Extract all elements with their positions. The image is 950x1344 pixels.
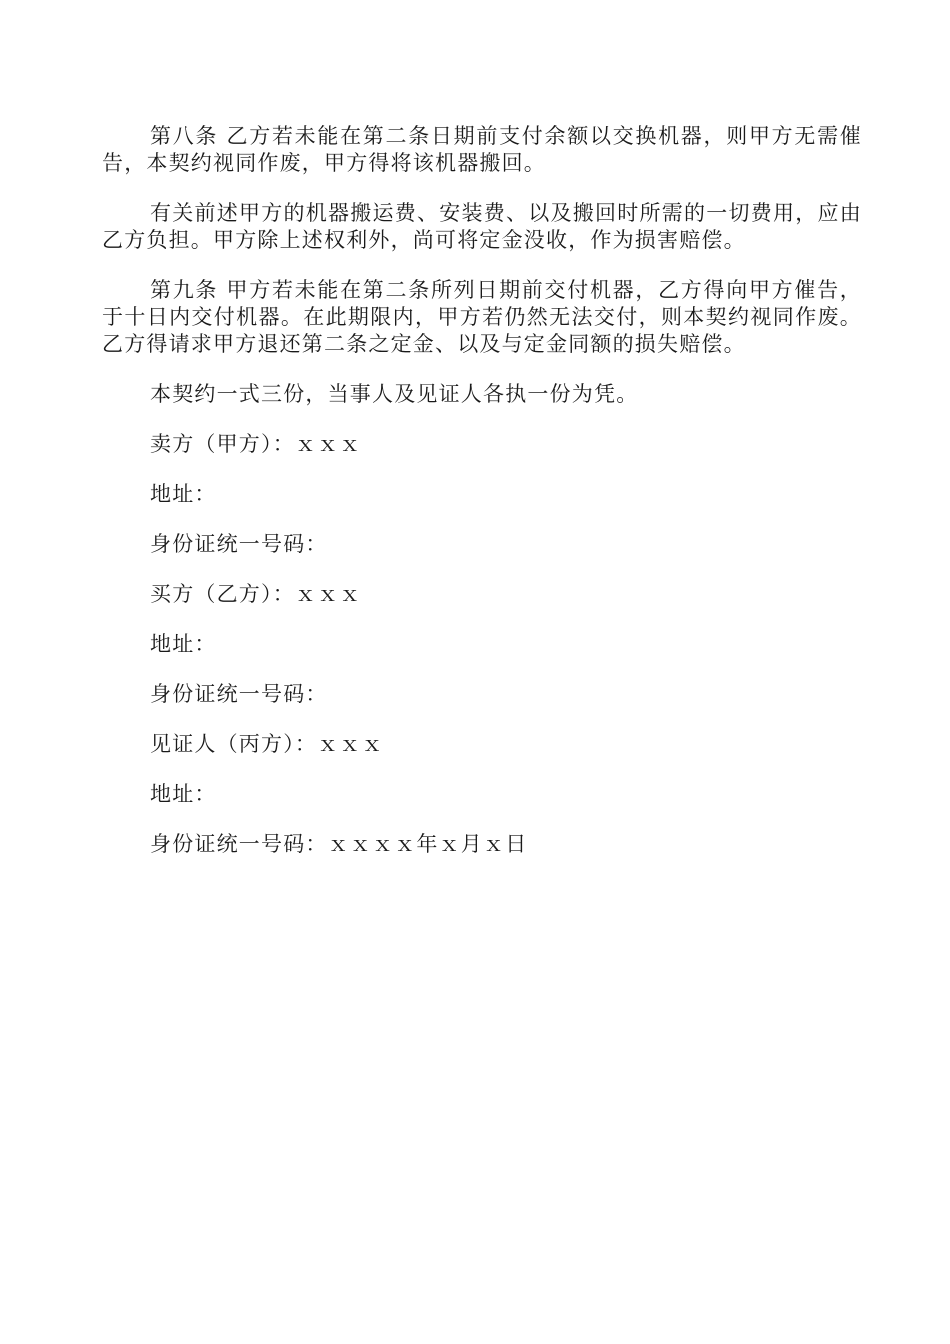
seller-id-number: 身份证统一号码： — [150, 532, 328, 556]
article-8-paragraph: 第八条 乙方若未能在第二条日期前支付余额以交换机器，则甲方无需催告，本契约视同作废，甲方得将该机器搬回。 — [102, 124, 862, 175]
buyer-id-number: 身份证统一号码： — [150, 682, 328, 706]
witness-id-number-date: 身份证统一号码：ｘｘｘｘ年ｘ月ｘ日 — [150, 832, 528, 856]
buyer-label: 买方（乙方）：ｘｘｘ — [150, 582, 362, 606]
witness-label: 见证人（丙方）：ｘｘｘ — [150, 732, 384, 756]
buyer-address: 地址： — [150, 632, 217, 656]
expenses-paragraph: 有关前述甲方的机器搬运费、安装费、以及搬回时所需的一切费用，应由乙方负担。甲方除上述权利外，尚可将定金没收，作为损害赔偿。 — [102, 201, 862, 252]
copies-note: 本契约一式三份，当事人及见证人各执一份为凭。 — [150, 382, 639, 406]
seller-address: 地址： — [150, 482, 217, 506]
witness-address: 地址： — [150, 782, 217, 806]
article-9-paragraph: 第九条 甲方若未能在第二条所列日期前交付机器，乙方得向甲方催告，于十日内交付机器。在此期限内，甲方若仍然无法交付，则本契约视同作废。乙方得请求甲方退还第二条之定金、以及与定金同额的损失赔偿。 — [102, 278, 862, 356]
seller-label: 卖方（甲方）：ｘｘｘ — [150, 432, 362, 456]
contract-body — [102, 123, 862, 881]
